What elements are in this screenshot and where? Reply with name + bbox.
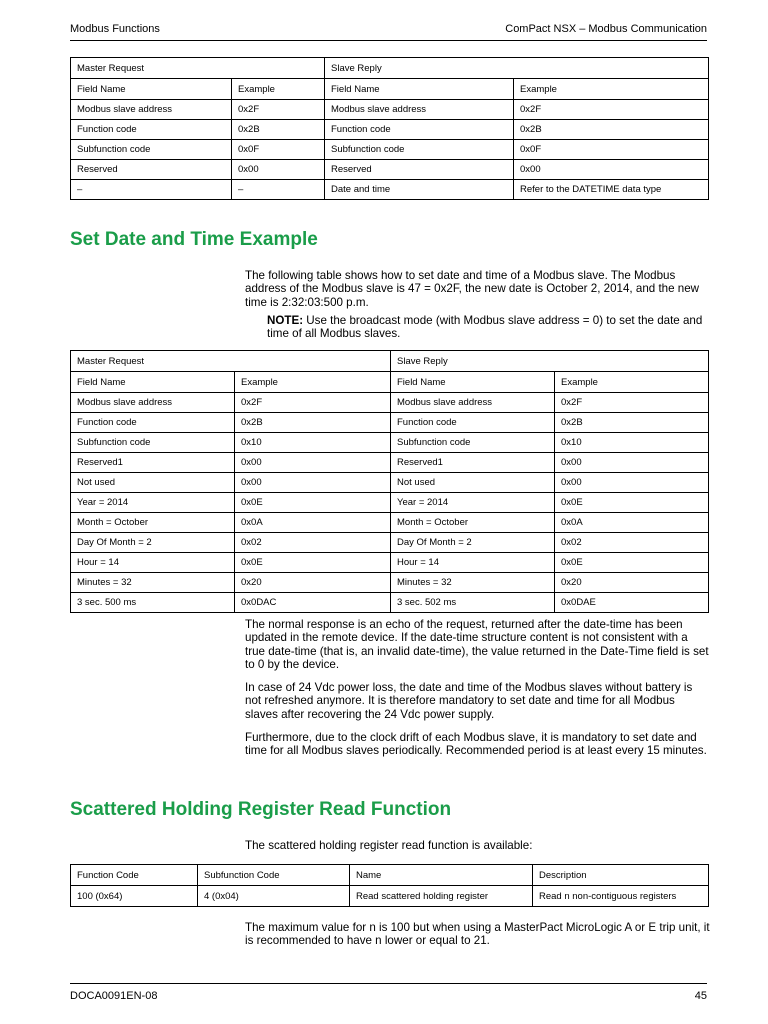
table-cell: Reserved — [71, 160, 232, 180]
table-row — [71, 433, 709, 453]
table-cell: 0x2F — [232, 100, 325, 120]
table-row — [71, 120, 709, 140]
clock-drift-paragraph: Furthermore, due to the clock drift of each Modbus slave, it is mandatory to set date and time for all Modbus slaves periodically. Recommended period is at least every 15 minutes. — [245, 731, 707, 758]
table-cell: Modbus slave address — [71, 393, 235, 413]
table-cell: Modbus slave address — [325, 100, 514, 120]
table-cell: – — [232, 180, 325, 200]
table-cell: Reserved1 — [71, 453, 235, 473]
slave-reply-header: Slave Reply — [391, 351, 709, 372]
table-cell: Reserved1 — [391, 453, 555, 473]
table-row — [71, 413, 709, 433]
table-cell: 0x02 — [555, 533, 709, 553]
table-cell: Subfunction code — [71, 140, 232, 160]
table-cell: Hour = 14 — [71, 553, 235, 573]
section-title-set-date-time: Set Date and Time Example — [70, 229, 318, 250]
table-cell: 0x10 — [235, 433, 391, 453]
table-cell: Read n non-contiguous registers — [533, 886, 709, 907]
table-cell: Function code — [391, 413, 555, 433]
column-header: Field Name — [325, 79, 514, 100]
column-header: Example — [232, 79, 325, 100]
table-cell: Function code — [71, 120, 232, 140]
column-header: Field Name — [391, 372, 555, 393]
table-cell: 0x2F — [514, 100, 709, 120]
note-paragraph — [267, 314, 710, 341]
scattered-read-intro: The scattered holding register read function is available: — [245, 839, 533, 852]
column-header: Field Name — [71, 79, 232, 100]
table-cell: Modbus slave address — [391, 393, 555, 413]
table-cell: Subfunction code — [71, 433, 235, 453]
table-cell: 0x00 — [555, 473, 709, 493]
table-cell: 0x20 — [555, 573, 709, 593]
table-cell: Refer to the DATETIME data type — [514, 180, 709, 200]
column-header: Function Code — [71, 865, 198, 886]
table-cell: 0x00 — [235, 473, 391, 493]
header-section-name: Modbus Functions — [70, 23, 160, 35]
table-cell: Hour = 14 — [391, 553, 555, 573]
table-cell: Minutes = 32 — [71, 573, 235, 593]
column-header: Description — [533, 865, 709, 886]
table-row — [71, 573, 709, 593]
footer-page-number: 45 — [694, 990, 707, 1002]
table-header-row — [71, 79, 709, 100]
table-cell: Read scattered holding register — [350, 886, 533, 907]
note-text: Use the broadcast mode (with Modbus slave address = 0) to set the date and time of all Modbus slaves. — [267, 314, 703, 341]
master-request-header: Master Request — [71, 58, 325, 79]
table-cell: 0x2B — [514, 120, 709, 140]
table-row — [71, 453, 709, 473]
table-cell: 0x0F — [232, 140, 325, 160]
table-cell: Month = October — [391, 513, 555, 533]
table-cell: 0x0F — [514, 140, 709, 160]
column-header: Name — [350, 865, 533, 886]
table-row — [71, 553, 709, 573]
table-cell: 0x0E — [235, 493, 391, 513]
max-n-paragraph: The maximum value for n is 100 but when using a MasterPact MicroLogic A or E trip unit, it is recommended to have n lower or equal to 21. — [245, 921, 710, 948]
table-cell: 0x10 — [555, 433, 709, 453]
column-header: Subfunction Code — [198, 865, 350, 886]
table-cell: 4 (0x04) — [198, 886, 350, 907]
table-cell: 0x0E — [555, 553, 709, 573]
table-row — [71, 493, 709, 513]
table-cell: Day Of Month = 2 — [71, 533, 235, 553]
table-cell: Date and time — [325, 180, 514, 200]
column-header: Field Name — [71, 372, 235, 393]
table-cell: Month = October — [71, 513, 235, 533]
table-cell: Minutes = 32 — [391, 573, 555, 593]
table-cell: Day Of Month = 2 — [391, 533, 555, 553]
table-row — [71, 533, 709, 553]
table-cell: 0x0A — [555, 513, 709, 533]
table-cell: 0x0E — [555, 493, 709, 513]
table-scattered-read — [70, 864, 709, 907]
table-cell: 100 (0x64) — [71, 886, 198, 907]
normal-response-paragraph: The normal response is an echo of the request, returned after the date-time has been updated in the remote device. If the date-time structure content is not consistent with a true date-time (that is, an invalid date-time), the value returned in the Date-Time field is set to 0 by the device. — [245, 618, 709, 671]
table-row — [71, 886, 709, 907]
column-header: Example — [514, 79, 709, 100]
table-cell: Subfunction code — [391, 433, 555, 453]
column-header: Example — [235, 372, 391, 393]
table-cell: Subfunction code — [325, 140, 514, 160]
table-cell: Not used — [391, 473, 555, 493]
table-cell: 0x2B — [232, 120, 325, 140]
table-cell: 0x0DAC — [235, 593, 391, 613]
table-cell: Reserved — [325, 160, 514, 180]
table-cell: 0x00 — [235, 453, 391, 473]
power-loss-paragraph: In case of 24 Vdc power loss, the date and time of the Modbus slaves without battery is not refreshed anymore. It is therefore mandatory to set date and time for all Modbus slaves after recovering the 24 Vdc power supply. — [245, 681, 693, 721]
table-row — [71, 473, 709, 493]
header-document-title: ComPact NSX – Modbus Communication — [505, 23, 707, 35]
table-cell: 0x00 — [514, 160, 709, 180]
table-set-date-time — [70, 350, 709, 613]
table-cell: Not used — [71, 473, 235, 493]
table-header-row — [71, 372, 709, 393]
section-title-scattered-read: Scattered Holding Register Read Function — [70, 799, 452, 820]
column-header: Example — [555, 372, 709, 393]
table-row — [71, 100, 709, 120]
table-row — [71, 593, 709, 613]
table-cell: – — [71, 180, 232, 200]
table-cell: Year = 2014 — [71, 493, 235, 513]
master-request-header: Master Request — [71, 351, 391, 372]
table-cell: 3 sec. 500 ms — [71, 593, 235, 613]
table-row — [71, 140, 709, 160]
table-get-date-time — [70, 57, 709, 200]
table-cell: Modbus slave address — [71, 100, 232, 120]
table-cell: 0x2B — [555, 413, 709, 433]
table-cell: 0x2F — [235, 393, 391, 413]
table-group-row — [71, 58, 709, 79]
table-cell: Function code — [71, 413, 235, 433]
table-cell: 0x0E — [235, 553, 391, 573]
footer-document-number: DOCA0091EN-08 — [70, 990, 158, 1002]
table-cell: 0x00 — [232, 160, 325, 180]
table-row — [71, 513, 709, 533]
table-cell: 0x2F — [555, 393, 709, 413]
set-date-time-intro: The following table shows how to set date and time of a Modbus slave. The Modbus address of the Modbus slave is 47 = 0x2F, the new date is October 2, 2014, and the new time is 2:32:03:500 p.m. — [245, 269, 700, 309]
footer-rule — [70, 983, 707, 984]
table-cell: 0x00 — [555, 453, 709, 473]
table-row — [71, 160, 709, 180]
table-header-row — [71, 865, 709, 886]
table-cell: 0x02 — [235, 533, 391, 553]
header-rule — [70, 40, 707, 41]
table-cell: 0x0A — [235, 513, 391, 533]
table-cell: 3 sec. 502 ms — [391, 593, 555, 613]
table-cell: 0x20 — [235, 573, 391, 593]
table-cell: Function code — [325, 120, 514, 140]
table-row — [71, 393, 709, 413]
table-row — [71, 180, 709, 200]
slave-reply-header: Slave Reply — [325, 58, 709, 79]
table-cell: Year = 2014 — [391, 493, 555, 513]
table-group-row — [71, 351, 709, 372]
table-cell: 0x0DAE — [555, 593, 709, 613]
note-label: NOTE: — [267, 314, 304, 327]
table-cell: 0x2B — [235, 413, 391, 433]
